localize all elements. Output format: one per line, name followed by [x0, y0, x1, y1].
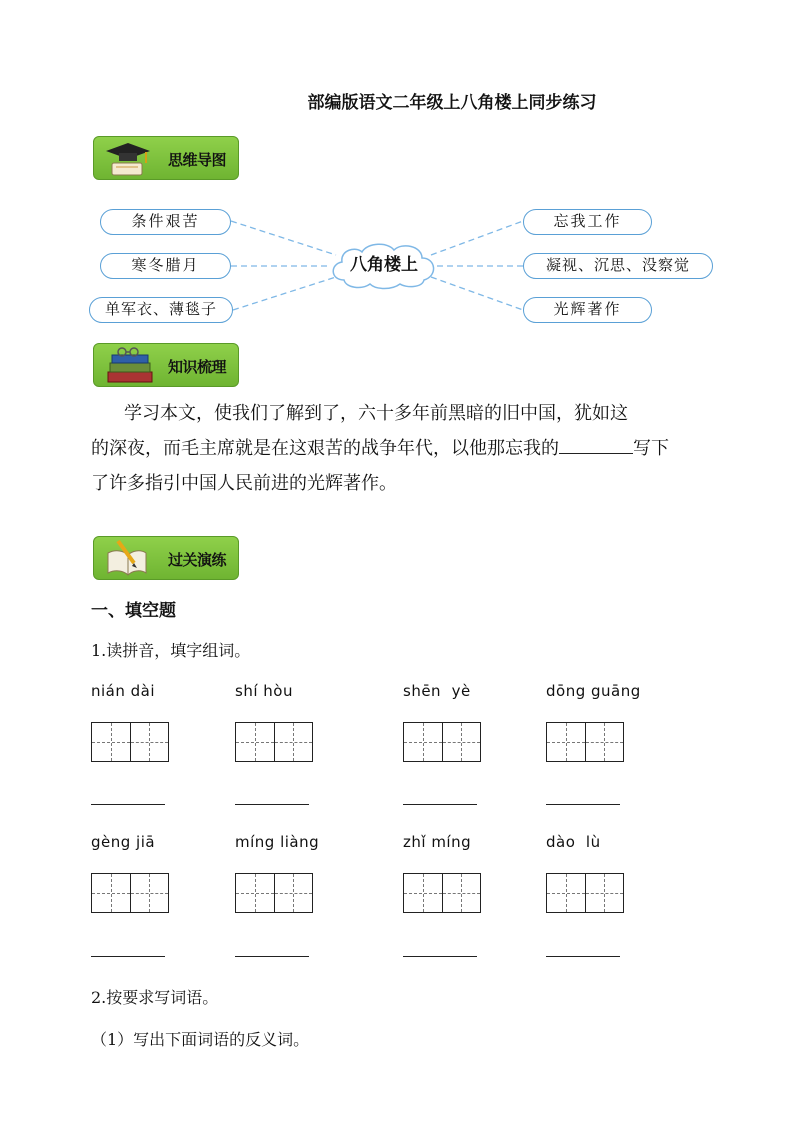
mindmap-label: 思维导图	[167, 151, 226, 169]
question-2-1: （1）写出下面词语的反义词。	[91, 1030, 310, 1049]
pinyin-8: dào lù	[546, 833, 601, 851]
mindmap-node-left-3: 单军衣、薄毯子	[89, 297, 233, 323]
answer-line-7[interactable]	[403, 956, 477, 957]
pinyin-6: míng liàng	[235, 833, 320, 851]
answer-line-8[interactable]	[546, 956, 620, 957]
mindmap-badge	[93, 136, 239, 180]
page-title: 部编版语文二年级上八角楼上同步练习	[307, 93, 597, 113]
answer-line-4[interactable]	[546, 804, 620, 805]
mindmap-node-left-2: 寒冬腊月	[100, 253, 231, 279]
pinyin-2: shí hòu	[235, 682, 293, 700]
pinyin-1: nián dài	[91, 682, 156, 700]
mindmap-node-right-1: 忘我工作	[523, 209, 652, 235]
answer-line-5[interactable]	[91, 956, 165, 957]
knowledge-line-3: 了许多指引中国人民前进的光辉著作。	[91, 473, 397, 494]
answer-line-2[interactable]	[235, 804, 309, 805]
question-1: 1.读拼音，填字组词。	[91, 641, 251, 660]
knowledge-label: 知识梳理	[167, 358, 226, 376]
writing-grid-5[interactable]	[91, 873, 169, 913]
pinyin-3: shēn yè	[403, 682, 471, 700]
graduation-cap-icon	[102, 139, 154, 179]
mindmap-node-right-3: 光辉著作	[523, 297, 652, 323]
answer-line-1[interactable]	[91, 804, 165, 805]
knowledge-line-2	[91, 432, 721, 466]
pinyin-7: zhǐ míng	[403, 833, 472, 851]
writing-grid-4[interactable]	[546, 722, 624, 762]
writing-grid-3[interactable]	[403, 722, 481, 762]
mindmap-node-right-2: 凝视、沉思、没察觉	[523, 253, 713, 279]
mindmap-center: 八角楼上	[350, 255, 418, 275]
pinyin-4: dōng guāng	[546, 682, 641, 700]
writing-grid-1[interactable]	[91, 722, 169, 762]
knowledge-blank[interactable]	[559, 433, 633, 454]
writing-grid-6[interactable]	[235, 873, 313, 913]
answer-line-3[interactable]	[403, 804, 477, 805]
pinyin-5: gèng jiā	[91, 833, 156, 851]
practice-badge	[93, 536, 239, 580]
mindmap-node-left-1: 条件艰苦	[100, 209, 231, 235]
writing-grid-2[interactable]	[235, 722, 313, 762]
section-fill-in: 一、填空题	[91, 601, 176, 621]
knowledge-line-1: 学习本文，使我们了解到了，六十多年前黑暗的旧中国，犹如这	[124, 403, 628, 424]
notebook-pencil-icon	[104, 539, 150, 579]
knowledge-line-2-text: 的深夜，而毛主席就是在这艰苦的战争年代，以他那忘我的	[91, 438, 559, 459]
knowledge-line-2-end: 写下	[633, 438, 669, 459]
writing-grid-7[interactable]	[403, 873, 481, 913]
knowledge-badge	[93, 343, 239, 387]
question-2: 2.按要求写词语。	[91, 988, 219, 1007]
practice-label: 过关演练	[167, 551, 226, 569]
books-icon	[102, 346, 158, 386]
writing-grid-8[interactable]	[546, 873, 624, 913]
answer-line-6[interactable]	[235, 956, 309, 957]
